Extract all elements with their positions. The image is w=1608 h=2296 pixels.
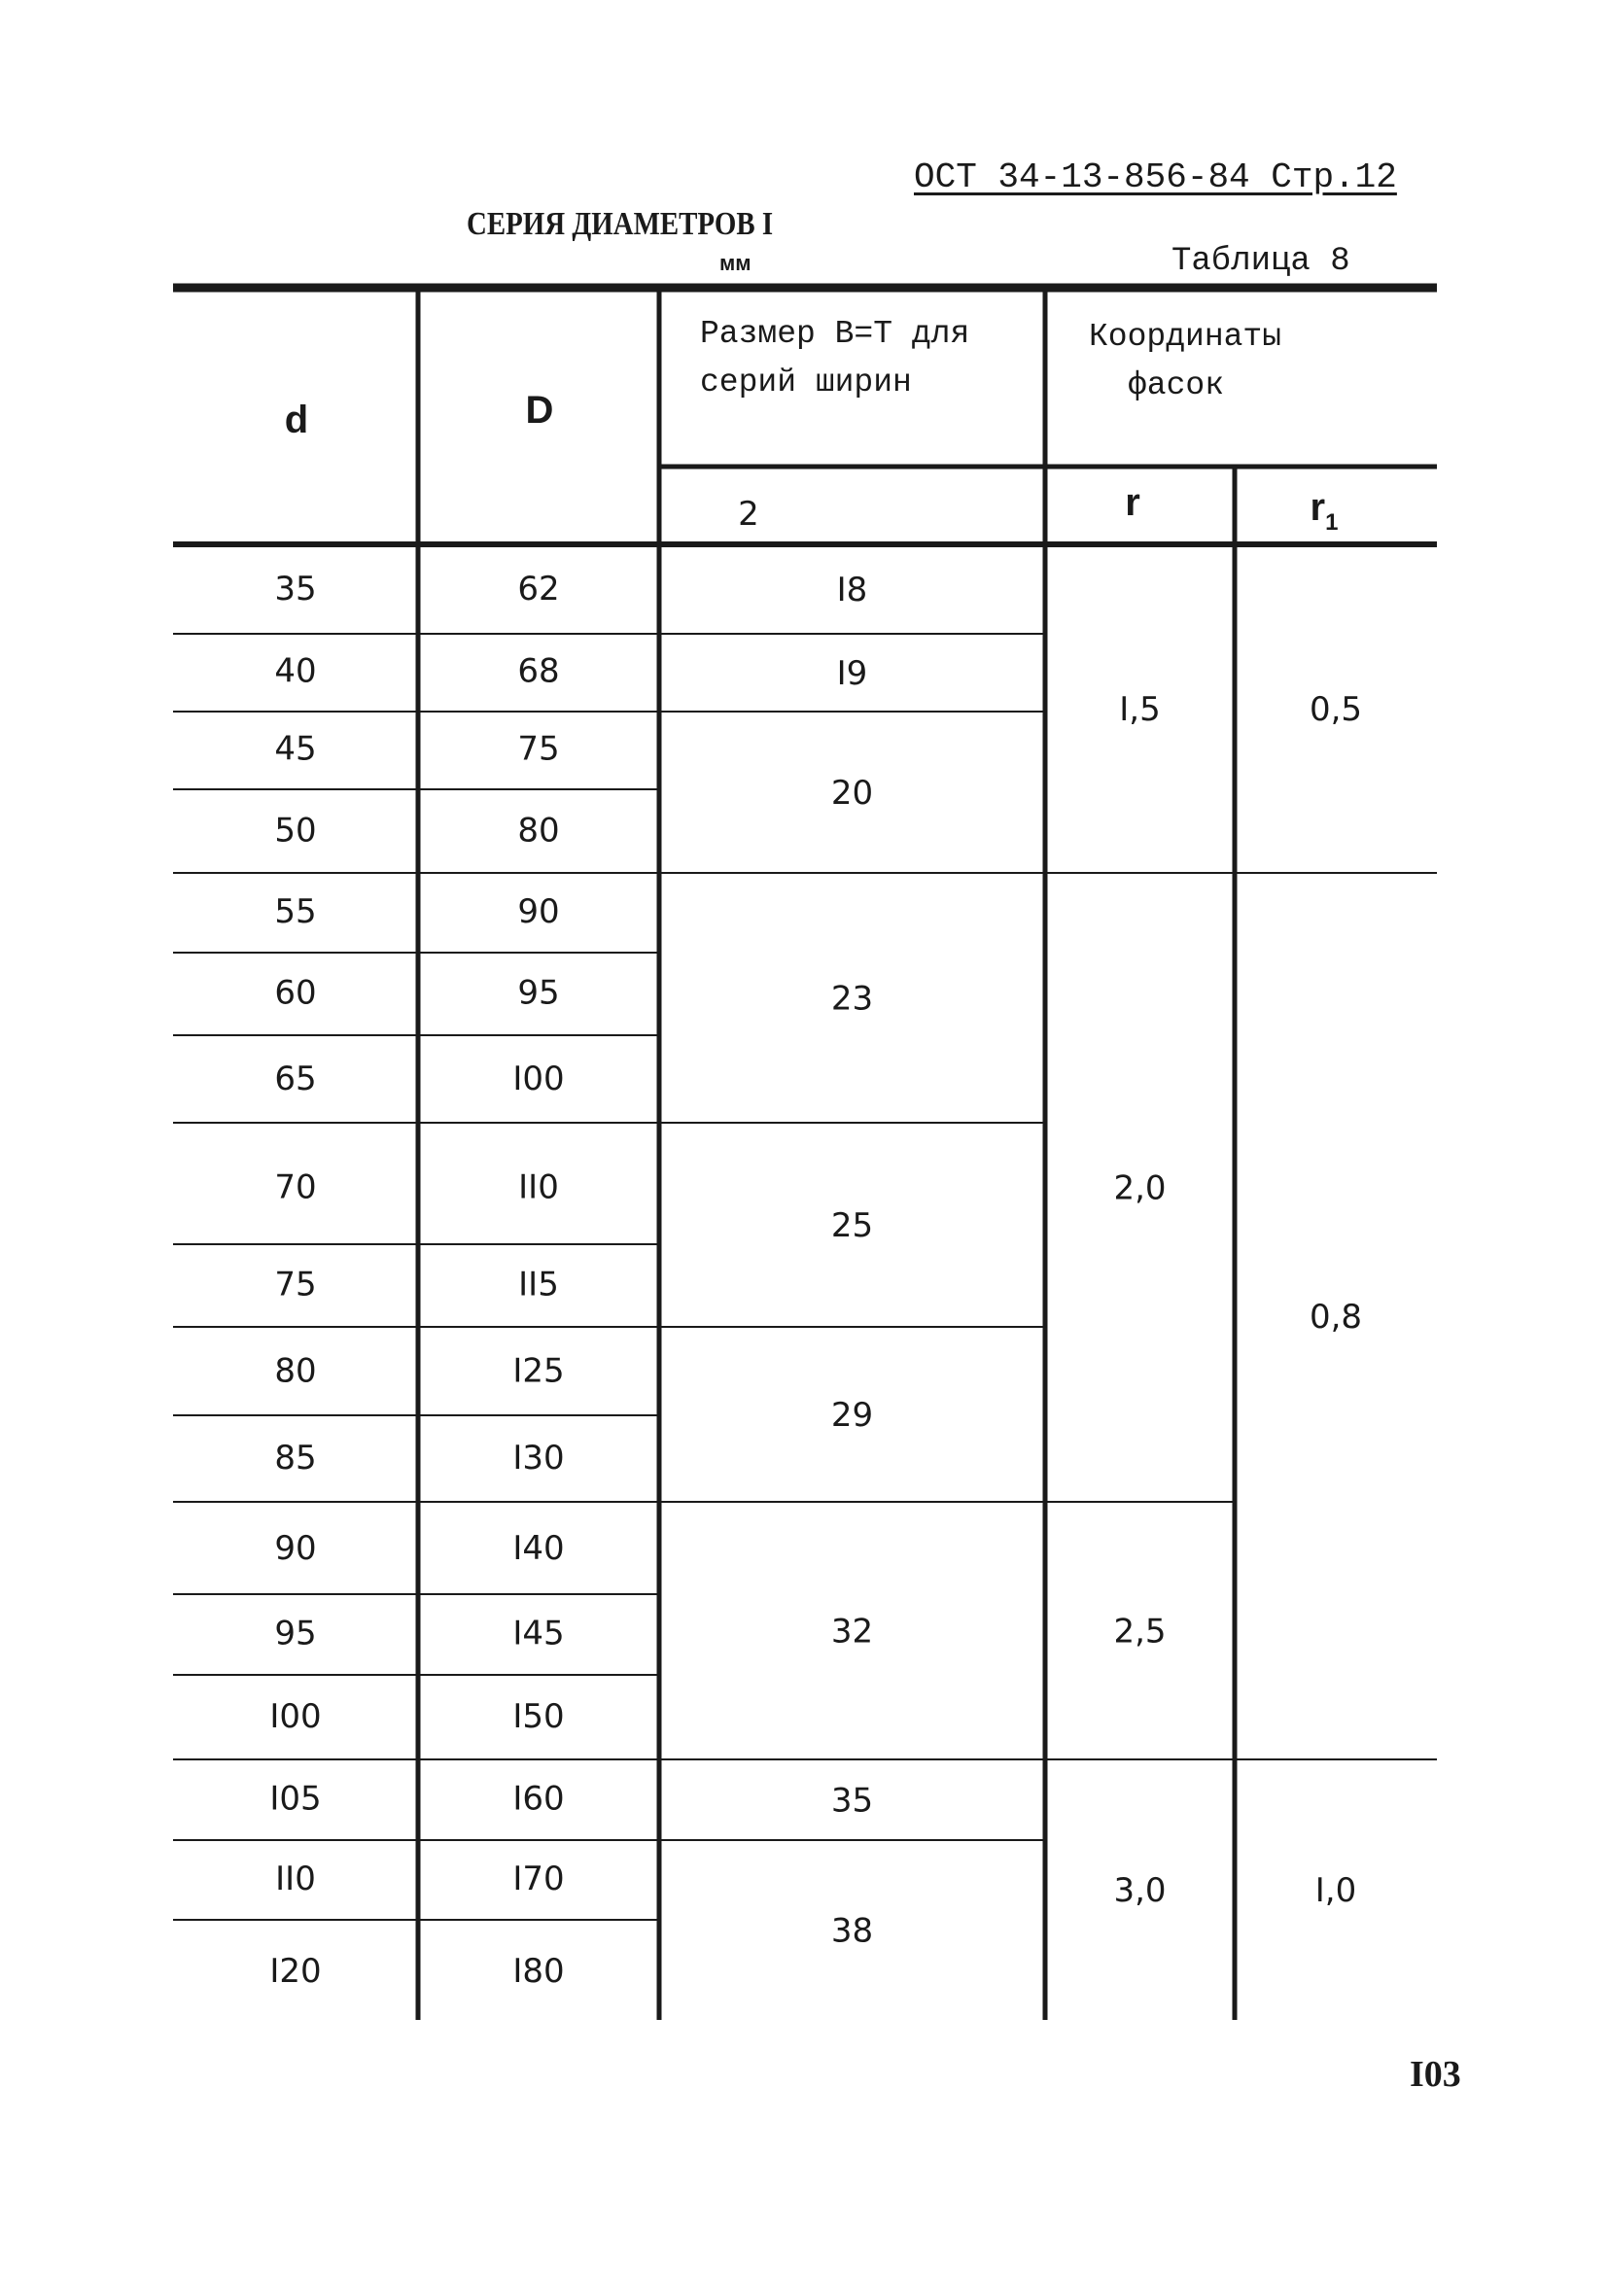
cell-d: 40 <box>274 651 317 691</box>
cell-r: 2,0 <box>1113 1168 1167 1208</box>
cell-D: 95 <box>517 973 560 1013</box>
cell-d: 55 <box>274 891 317 931</box>
column-header-coords-line1: Координаты <box>1089 319 1282 355</box>
series-title: СЕРИЯ ДИАМЕТРОВ I <box>467 206 774 242</box>
cell-D: 90 <box>517 891 560 931</box>
cell-D: I30 <box>512 1439 565 1478</box>
cell-size: 38 <box>830 1911 874 1951</box>
column-header-coords-line2: фасок <box>1128 367 1225 403</box>
column-header-d: d <box>284 399 309 441</box>
column-header-size-line2: серий ширин <box>700 365 912 400</box>
column-header-size-line1: Размер B=T для <box>700 316 970 352</box>
cell-size: 32 <box>830 1612 874 1652</box>
cell-size: 29 <box>830 1396 874 1435</box>
cell-d: 70 <box>274 1167 317 1207</box>
cell-d: I00 <box>269 1696 322 1736</box>
cell-d: I20 <box>269 1951 322 1991</box>
page-number: I03 <box>1410 2054 1461 2095</box>
cell-r1: I,0 <box>1314 1871 1357 1910</box>
cell-size: 23 <box>830 979 874 1019</box>
cell-d: 80 <box>274 1351 317 1391</box>
cell-D: 68 <box>517 651 560 691</box>
table-grid <box>173 288 1437 2020</box>
cell-d: 95 <box>274 1614 317 1653</box>
cell-D: I70 <box>512 1859 565 1898</box>
cell-d: 50 <box>274 811 317 851</box>
cell-size: I9 <box>836 654 868 693</box>
cell-d: 90 <box>274 1528 317 1568</box>
cell-D: 75 <box>517 729 560 769</box>
cell-D: I45 <box>512 1614 565 1653</box>
cell-D: II5 <box>518 1265 559 1305</box>
cell-d: 65 <box>274 1059 317 1098</box>
cell-size: 25 <box>830 1206 874 1245</box>
column-header-size-sub: 2 <box>738 495 759 534</box>
cell-r: I,5 <box>1119 690 1161 729</box>
column-header-r1-sub: 1 <box>1325 509 1339 536</box>
units-label: мм <box>719 251 752 275</box>
cell-d: 60 <box>274 973 317 1013</box>
cell-size: 20 <box>830 774 874 813</box>
cell-D: I00 <box>512 1059 565 1098</box>
cell-D: I25 <box>512 1351 565 1391</box>
cell-D: 62 <box>517 570 560 609</box>
column-header-r1 <box>1311 486 1339 536</box>
column-header-D: D <box>525 389 554 432</box>
cell-r: 2,5 <box>1113 1612 1167 1652</box>
cell-r1: 0,5 <box>1309 690 1363 729</box>
cell-size: 35 <box>830 1781 874 1821</box>
cell-d: 75 <box>274 1265 317 1305</box>
cell-d: 35 <box>274 570 317 609</box>
column-header-r: r <box>1125 481 1140 524</box>
cell-d: I05 <box>269 1779 322 1819</box>
table-label: Таблица 8 <box>1171 243 1350 280</box>
cell-D: I50 <box>512 1696 565 1736</box>
cell-D: II0 <box>518 1167 559 1207</box>
cell-d: II0 <box>275 1859 316 1898</box>
table-body <box>269 570 1362 1991</box>
cell-D: 80 <box>517 811 560 851</box>
cell-D: I40 <box>512 1528 565 1568</box>
cell-r: 3,0 <box>1113 1871 1167 1910</box>
cell-d: 45 <box>274 729 317 769</box>
cell-r1: 0,8 <box>1309 1298 1363 1337</box>
cell-size: I8 <box>836 571 868 609</box>
cell-d: 85 <box>274 1439 317 1478</box>
document-code: ОСТ 34-13-856-84 Стр.12 <box>914 157 1397 197</box>
cell-D: I60 <box>512 1779 565 1819</box>
cell-D: I80 <box>512 1951 565 1991</box>
column-header-r1-base: r <box>1310 486 1326 529</box>
